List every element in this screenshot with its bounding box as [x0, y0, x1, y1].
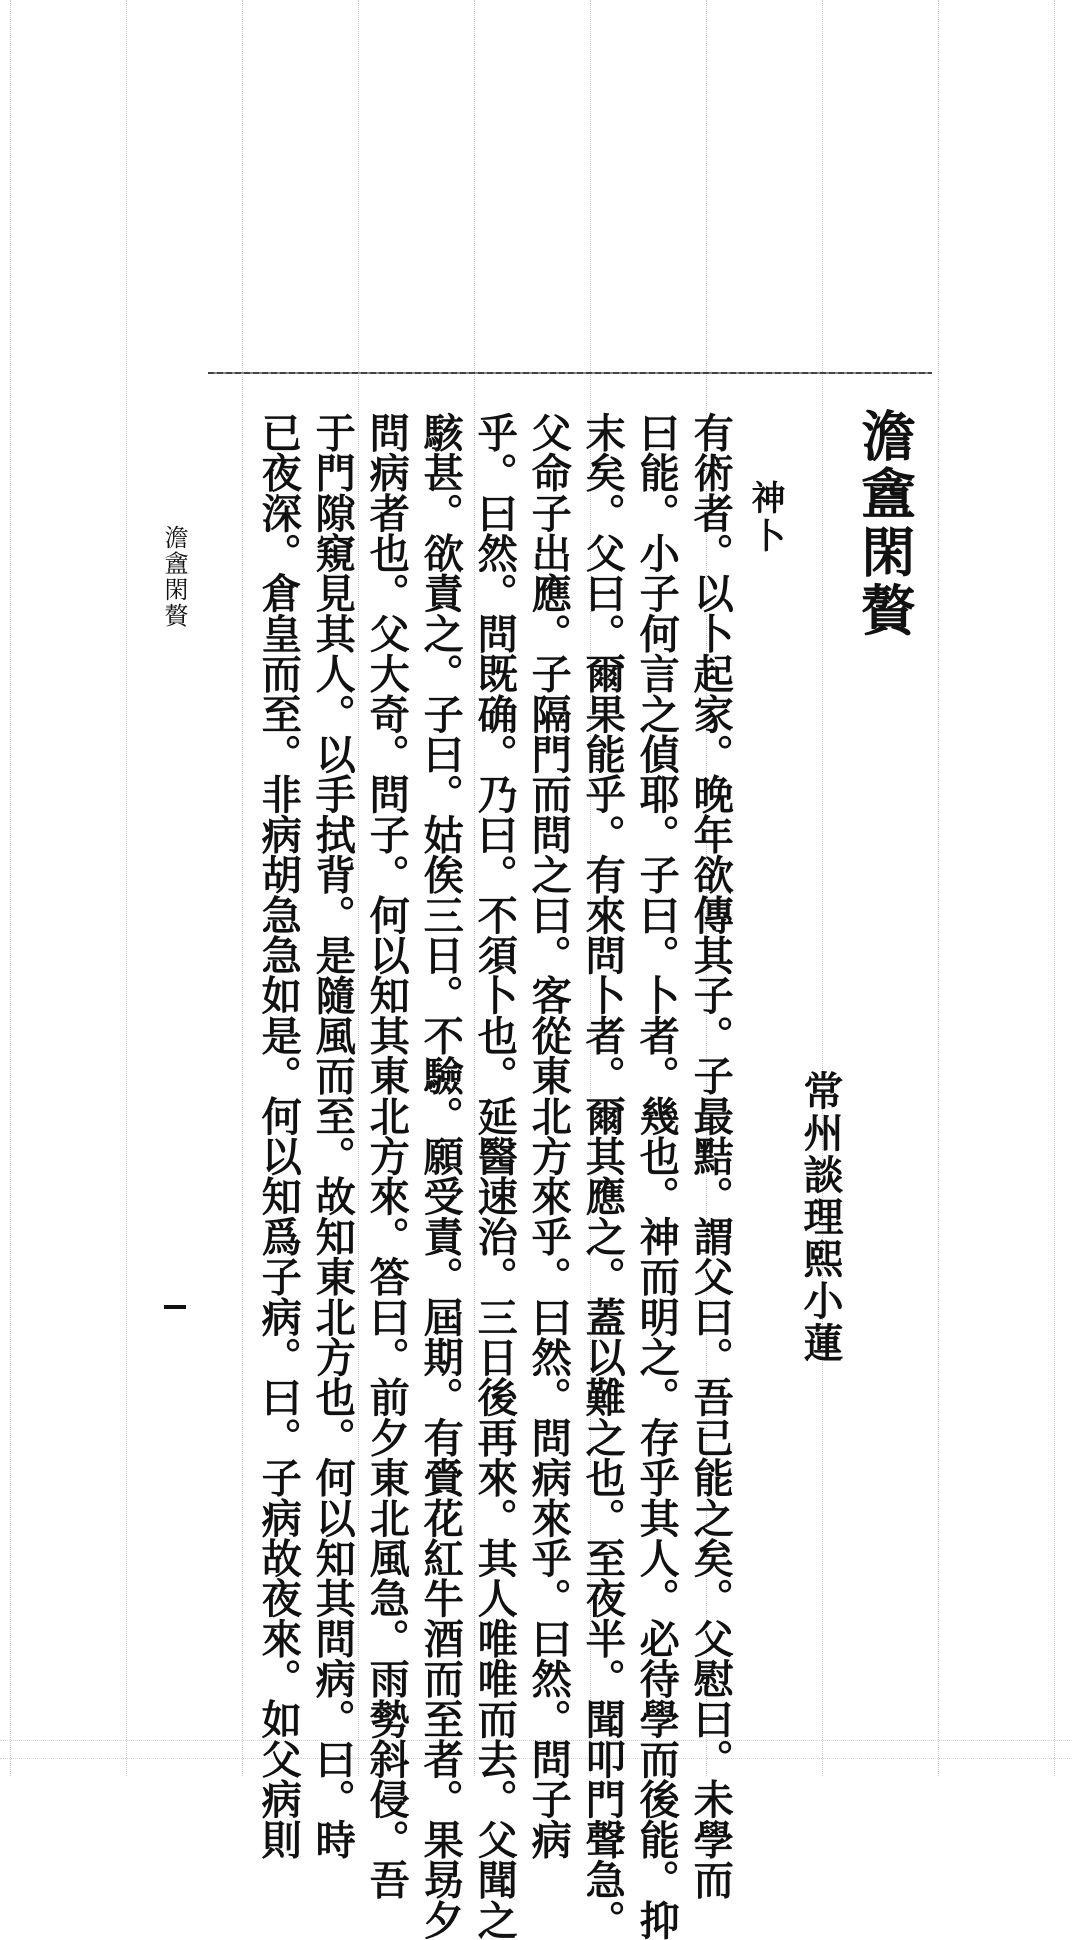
text-column: 有術者。以卜起家。晚年欲傳其子。子最黠。謂父曰。吾已能之矣。父慰曰。未學而 [687, 412, 735, 1900]
text-column: 駭甚。欲責之。子曰。姑俟三日。不驗。願受責。屆期。有賫花紅牛酒而至者。果昮夕 [417, 412, 465, 1940]
text-column: 父命子出應。子隔門而問之曰。客從東北方來乎。曰然。問病來乎。曰然。問子病 [525, 412, 573, 1860]
text-column: 曰能。小子何言之偵耶。子曰。卜者。幾也。神而明之。存乎其人。必待學而後能。抑 [633, 412, 681, 1940]
text-column: 末矣。父曰。爾果能乎。有來問卜者。爾其應之。蓋以難之也。至夜半。聞叩門聲急。 [579, 412, 627, 1940]
text-column: 問病者也。父大奇。問子。何以知其東北方來。答曰。前夕東北風急。雨勢斜侵。吾 [363, 412, 411, 1900]
page-number [164, 1305, 186, 1309]
page-number-text [164, 1305, 165, 1306]
text-column: 于門隙窺見其人。以手拭背。是隨風而至。故知東北方也。何以知其問病。曰。時 [309, 412, 357, 1860]
header-rule [208, 372, 932, 374]
author-line: 常州談理熙小蓮 [797, 1070, 844, 1364]
margin-book-title: 澹盦閑贅 [160, 525, 188, 629]
text-column: 已夜深。倉皇而至。非病胡急急如是。何以知爲子病。曰。子病故夜來。如父病則 [255, 412, 303, 1860]
section-title: 神卜 [745, 480, 785, 556]
text-column: 乎。曰然。問既确。乃曰。不須卜也。延醫速治。三日後再來。其人唯唯而去。父聞之 [471, 412, 519, 1940]
book-title: 澹盦閑贅 [853, 408, 917, 640]
